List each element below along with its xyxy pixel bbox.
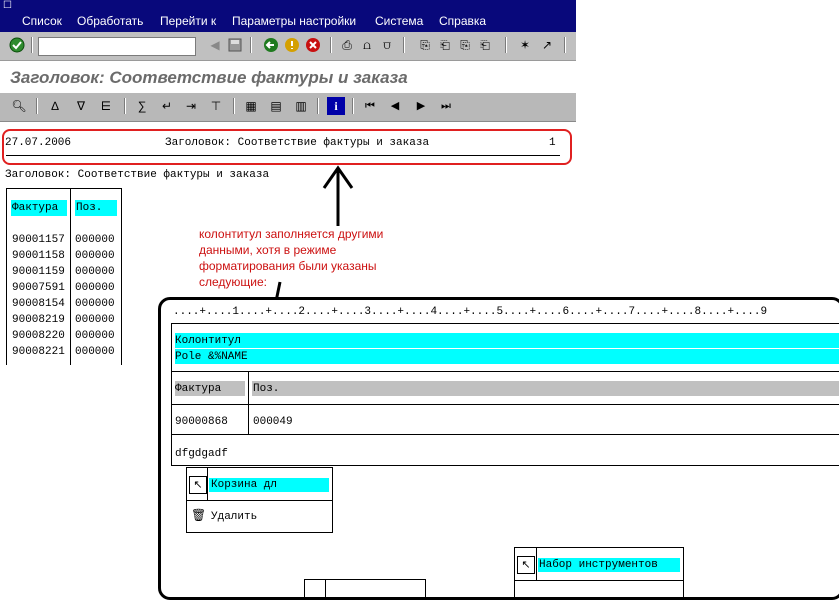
table-row[interactable]: 90008154 <box>12 298 65 310</box>
toolset-label[interactable]: Набор инструментов <box>539 559 658 571</box>
find-icon[interactable]: ⩍ <box>363 38 371 52</box>
report-header-title: Заголовок: Соответствие фактуры и заказа <box>165 137 430 149</box>
first-page-icon[interactable]: ⎘ <box>420 38 430 52</box>
basket-cursor-icon[interactable]: ↖ <box>189 476 207 494</box>
layout-free-text[interactable]: dfgdgadf <box>175 448 228 460</box>
basket-popup <box>186 467 333 533</box>
sort-ascending-icon[interactable]: ∆ <box>51 99 59 113</box>
last-page-icon[interactable]: ⎗ <box>480 38 490 52</box>
ruler: ....+....1....+....2....+....3....+....4....+....5....+....6....+....7....+....8....+....9 <box>173 306 768 318</box>
report-table <box>6 188 122 365</box>
report-page-number: 1 <box>549 137 556 149</box>
layout-cell-item[interactable]: 000049 <box>253 416 293 428</box>
table-header-item: Поз. <box>76 202 103 214</box>
subtotal-icon[interactable]: ↵ <box>161 99 173 113</box>
table-row[interactable]: 90001159 <box>12 266 65 278</box>
table-row[interactable]: 90001158 <box>12 250 65 262</box>
cancel-icon[interactable] <box>304 36 322 54</box>
delete-label[interactable]: Удалить <box>211 511 258 523</box>
layout-column-invoice[interactable]: Фактура <box>175 383 222 395</box>
layout-column-item[interactable]: Поз. <box>253 383 280 395</box>
report-subtitle: Заголовок: Соответствие фактуры и заказа <box>5 169 270 181</box>
shortcut-icon[interactable]: ↗ <box>541 38 553 52</box>
table-cell[interactable]: 000000 <box>75 266 115 278</box>
trash-icon[interactable]: 🗑︎ <box>191 508 207 522</box>
details-icon[interactable]: 🔍︎ <box>11 99 27 113</box>
menu-system[interactable]: Система <box>375 14 424 28</box>
previous-page-nav-icon[interactable]: ◀ <box>390 100 400 112</box>
layout-cell-invoice[interactable]: 90000868 <box>175 416 228 428</box>
table-cell[interactable]: 000000 <box>75 282 115 294</box>
table-cell[interactable]: 000000 <box>75 234 115 246</box>
layout-editor-panel <box>158 297 839 600</box>
grid-icon[interactable]: ▦ <box>245 99 257 113</box>
print-icon[interactable]: ⎙ <box>342 38 352 52</box>
toolset-popup <box>514 547 684 600</box>
title-bar <box>0 61 576 93</box>
save-icon[interactable] <box>226 36 244 54</box>
back-arrow-icon[interactable]: ◀ <box>210 38 220 52</box>
column-config-icon[interactable]: ▥ <box>295 99 307 113</box>
table-row[interactable]: 90008221 <box>12 346 65 358</box>
header-divider <box>6 155 560 156</box>
table-header-invoice: Фактура <box>12 202 59 214</box>
table-row[interactable]: 90007591 <box>12 282 65 294</box>
application-toolbar <box>0 93 576 122</box>
menu-list[interactable]: Список <box>22 14 62 28</box>
header-label[interactable]: Колонтитул <box>175 335 242 347</box>
next-page-nav-icon[interactable]: ▶ <box>416 100 426 112</box>
header-value[interactable]: Pole &%NAME <box>175 351 248 363</box>
previous-page-icon[interactable]: ⎗ <box>440 38 450 52</box>
window-menu-icon[interactable]: ☐ <box>3 0 12 11</box>
page-title: Заголовок: Соответствие фактуры и заказа <box>10 68 408 87</box>
enter-icon[interactable] <box>8 36 26 54</box>
table-cell[interactable]: 000000 <box>75 298 115 310</box>
menu-bar <box>0 0 576 32</box>
find-next-icon[interactable]: ⩌ <box>383 38 391 52</box>
filter-icon[interactable]: ⋿ <box>100 99 112 113</box>
table-cell[interactable]: 000000 <box>75 250 115 262</box>
next-page-icon[interactable]: ⎘ <box>460 38 470 52</box>
menu-edit[interactable]: Обработать <box>77 14 144 28</box>
annotation-text: колонтитул заполняется другими данными, хотя в режиме форматирования были указаны следующие: <box>199 227 384 289</box>
report-date: 27.07.2006 <box>5 137 72 149</box>
command-field[interactable] <box>38 37 196 56</box>
menu-goto[interactable]: Перейти к <box>160 14 217 28</box>
exit-icon[interactable] <box>283 36 301 54</box>
table-cell[interactable]: 000000 <box>75 346 115 358</box>
table-cell[interactable]: 000000 <box>75 314 115 326</box>
layout-icon[interactable]: ⊤ <box>210 99 222 113</box>
export-icon[interactable]: ⇥ <box>185 99 197 113</box>
column-icon[interactable]: ▤ <box>270 99 282 113</box>
menu-help[interactable]: Справка <box>439 14 487 28</box>
table-row[interactable]: 90001157 <box>12 234 65 246</box>
first-page-nav-icon[interactable]: ⏮︎ <box>365 100 375 112</box>
last-page-nav-icon[interactable]: ⏭︎ <box>441 100 451 112</box>
sort-descending-icon[interactable]: ∇ <box>76 99 86 113</box>
menu-settings[interactable]: Параметры настройки <box>232 14 357 28</box>
table-cell[interactable]: 000000 <box>75 330 115 342</box>
table-row[interactable]: 90008220 <box>12 330 65 342</box>
back-icon[interactable] <box>262 36 280 54</box>
table-row[interactable]: 90008219 <box>12 314 65 326</box>
create-session-icon[interactable]: ✶ <box>519 38 531 52</box>
info-icon[interactable]: i <box>327 97 345 115</box>
basket-label[interactable]: Корзина дл <box>211 479 278 491</box>
toolset-cursor-icon[interactable]: ↖ <box>517 556 535 574</box>
total-icon[interactable]: ∑ <box>137 99 147 113</box>
